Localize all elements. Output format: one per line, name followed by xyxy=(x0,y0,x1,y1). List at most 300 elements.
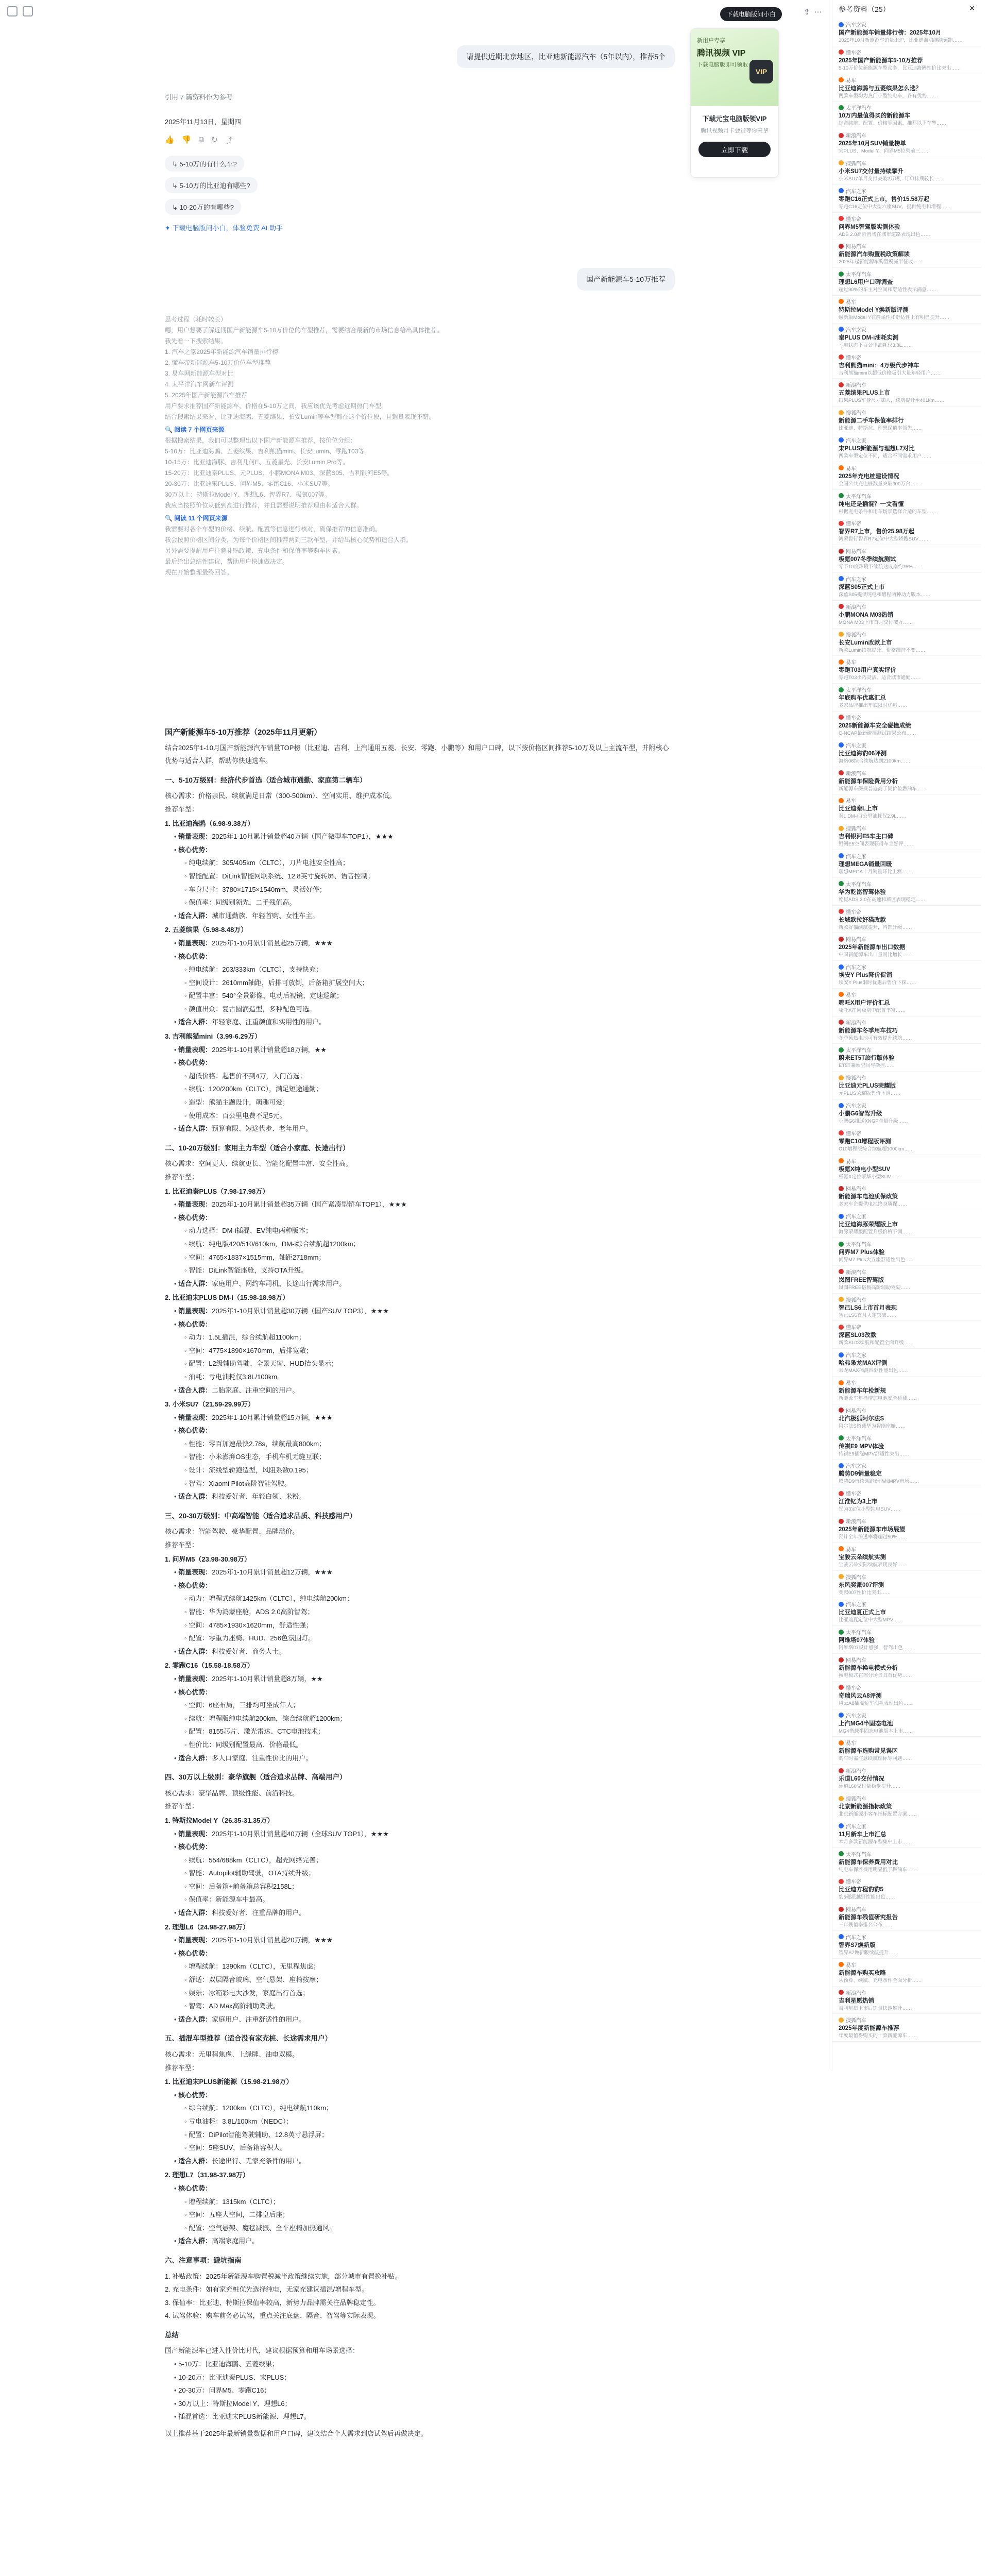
car-advantages-label: • 核心优势： xyxy=(174,1056,675,1070)
section-core-need: 核心需求：价格亲民、续航满足日常（300-500km）、空间实用、维护成本低。 xyxy=(165,792,396,800)
car-advantage: ◦ 动力：增程式续航1425km（CLTC），纯电续航200km； xyxy=(184,1592,675,1605)
source-item[interactable]: 新浪汽车 2025年10月SUV销量榜单 宋PLUS、Model Y、问界M5位列前三…… xyxy=(832,129,981,157)
source-item[interactable]: 网易汽车 2025年新能源车出口数据 中国新能源车出口量同比增长…… xyxy=(832,933,981,961)
car-advantage: ◦ 空间：4765×1837×1515mm，轴距2718mm； xyxy=(184,1251,675,1264)
source-item[interactable]: 太平洋汽车 纯电还是插混？一文看懂 根据充电条件和用车场景选择合适的车型…… xyxy=(832,490,981,518)
source-item[interactable]: 网易汽车 极氪007冬季续航测试 零下10度环境下续航达成率约75%…… xyxy=(832,545,981,573)
car-audience: • 适合人群：家庭用户、网约车司机、长途出行需求用户。 xyxy=(174,1277,675,1291)
car-name: 3. 吉利熊猫mini（3.99-6.29万） xyxy=(165,1032,262,1041)
source-item[interactable]: 新浪汽车 新能源车保险费用分析 新能源车保费普遍高于同价位燃油车…… xyxy=(832,767,981,795)
car-audience: • 适合人群：二胎家庭、注重空间的用户。 xyxy=(174,1384,675,1397)
car-advantage: ◦ 性价比：同级别配置最高、价格最低。 xyxy=(184,1738,675,1752)
site-logo-icon xyxy=(839,909,844,914)
source-item[interactable]: 搜狐汽车 比亚迪元PLUS荣耀版 元PLUS荣耀版售价下调…… xyxy=(832,1072,981,1099)
reaction-row xyxy=(165,135,233,146)
site-logo-icon xyxy=(839,1325,844,1330)
source-item[interactable]: 懂车帝 2025新能源车安全碰撞成绩 C-NCAP最新碰撞测试结果公布…… xyxy=(832,711,981,739)
source-item[interactable]: 汽车之家 上汽MG4半固态电池 MG4搭载半固态电池版本上市…… xyxy=(832,1709,981,1737)
follow-chip[interactable]: ↳ 5-10万的比亚迪有哪些? xyxy=(165,177,258,193)
section-rec-label: 推荐车型： xyxy=(165,1802,199,1810)
car-advantage: ◦ 保值率：同级别领先，二手残值高。 xyxy=(184,896,675,909)
site-logo-icon xyxy=(839,354,844,360)
car-advantage: ◦ 纯电续航：203/333km（CLTC），支持快充； xyxy=(184,963,675,976)
car-advantage: ◦ 智能：小米澎湃OS生态，手机车机无缝互联； xyxy=(184,1450,675,1464)
site-logo-icon xyxy=(839,272,844,277)
source-item[interactable]: 太平洋汽车 华为乾崑智驾体验 乾崑ADS 3.0在高速和城区表现稳定…… xyxy=(832,878,981,906)
car-advantage: ◦ 空间：5座SUV，后备箱容积大。 xyxy=(184,2141,675,2155)
car-name: 2. 比亚迪宋PLUS DM-i（15.98-18.98万） xyxy=(165,1294,289,1302)
thinking-process: 思考过程（耗时较长） 嗯，用户想要了解近期国产新能源车5-10万价位的车型推荐，需要结合最新的市场信息给出具体推荐。 我先看一下搜索结果。 1. 汽车之家2025年新能源汽车销量排行榜 2. 懂车帝新能源车5-10万价位车型推荐 3. 易车网新能源车型对比 4. 太平洋汽车网新车评测 5. 2025年国产新能源汽车推荐 用户要求推荐国产新能源车，价格在5-10万之间，我应该优先考虑近期热门车型。 结合搜索结果来看，比亚迪海鸥、五菱缤果、长安Lumin等车型都在这个价位段，且销量表现不错。 🔍 阅读 7 个网页来源 根据搜索结果，我们可以整理出以下国产新能源车推荐，按价位分组： 5-10万：比亚迪海鸥、五菱缤果、吉利熊猫mini、长安Lumin、零跑T03等。 10-15万：比亚迪海豚、吉利几何E、五菱星光、长安Lumin Pro等。 15-20万：比亚迪秦PLUS、元PLUS、小鹏MONA M03、深蓝S05、吉利银河E5等。 20-30万：比亚迪宋PLUS、问界M5、零跑C16、小米SU7等。 30万以上：特斯拉Model Y、理想L6、智界R7、极氪007等。 我应当按照价位从低到高进行推荐，并且需要说明推荐理由和适合人群。 🔍 阅读 11 个网页来源 我需要对各个车型的价格、续航、配置等信息进行核对，确保推荐的信息准确。 我会按照价格区间分类，为每个价格区间推荐两到三款车型，并给出核心优势和适合人群。 另外需要提醒用户注意补贴政策、充电条件和保值率等购车因素。 最后给出总结性建议，帮助用户快速做决定。 现在开始整理最终回答。 xyxy=(165,314,675,578)
source-item[interactable]: 懂车帝 零跑C10增程版评测 C10增程版综合续航超1000km…… xyxy=(832,1127,981,1155)
car-advantage: ◦ 智驾：AD Max高阶辅助驾驶。 xyxy=(184,1999,675,2013)
answer-body xyxy=(165,724,675,2441)
car-audience: • 适合人群：预算有限、短途代步、老年用户。 xyxy=(174,1122,675,1136)
follow-up-question-bubble: 国产新能源车5-10万推荐 xyxy=(577,268,675,291)
car-advantage: ◦ 智能：Autopilot辅助驾驶，OTA持续升级； xyxy=(184,1867,675,1880)
source-item[interactable]: 太平洋汽车 传祺E9 MPV体验 传祺E9插混MPV舒适性突出…… xyxy=(832,1432,981,1460)
car-advantage: ◦ 配置丰富：540°全景影像、电动后视镜、定速巡航； xyxy=(184,989,675,1003)
site-logo-icon xyxy=(839,133,844,138)
car-sales: • 销量表现：2025年1-10月累计销量超12万辆，★★★ xyxy=(174,1566,675,1579)
source-item[interactable]: 网易汽车 北汽极狐阿尔法S 阿尔法S搭载华为智能座舱…… xyxy=(832,1404,981,1432)
source-item[interactable]: 懂车帝 深蓝SL03改款 新款SL03续航和配置全面升级…… xyxy=(832,1321,981,1349)
source-item[interactable]: 太平洋汽车 新能源车保养费用对比 纯电车保养费用明显低于燃油车…… xyxy=(832,1848,981,1876)
source-item[interactable]: 汽车之家 零跑C16正式上市，售价15.58万起 零跑C16定位中大型六座SUV，提供纯电和增程…… xyxy=(832,185,981,213)
site-logo-icon xyxy=(839,1879,844,1884)
summary-item: • 20-30万：问界M5、零跑C16； xyxy=(174,2384,675,2397)
car-advantages-label: • 核心优势： xyxy=(174,2182,675,2195)
source-item[interactable]: 懂车帝 奇瑞风云A8评测 风云A8插混轿车油耗表现出色…… xyxy=(832,1682,981,1709)
section-core-need: 核心需求：空间更大、续航更长、智能化配置丰富、安全性高。 xyxy=(165,1160,353,1168)
site-logo-icon xyxy=(839,659,844,665)
site-logo-icon xyxy=(839,632,844,637)
site-logo-icon xyxy=(839,216,844,221)
source-item[interactable]: 新浪汽车 新能源车冬季用车技巧 冬季预热电池可有效提升续航…… xyxy=(832,1016,981,1044)
site-logo-icon xyxy=(839,77,844,82)
site-logo-icon xyxy=(839,1352,844,1358)
share-icon[interactable]: ⇪ xyxy=(804,8,810,16)
car-advantages-label: • 核心优势： xyxy=(174,1318,675,1331)
car-advantage: ◦ 颜值出众：复古圆润造型，多种配色可选。 xyxy=(184,1003,675,1016)
site-logo-icon xyxy=(839,1851,844,1856)
car-advantage: ◦ 配置：DiPilot智能驾驶辅助、12.8英寸悬浮屏； xyxy=(184,2128,675,2142)
car-name: 1. 特斯拉Model Y（26.35-31.35万） xyxy=(165,1816,274,1824)
follow-chip[interactable]: ↳ 5-10万的有什么车? xyxy=(165,156,244,172)
section-rec-label: 推荐车型： xyxy=(165,1173,199,1181)
site-logo-icon xyxy=(839,770,844,775)
car-advantage: ◦ 空间：后备箱+前备箱总容积2158L； xyxy=(184,1880,675,1893)
source-item[interactable]: 懂车帝 问界M5智驾版实测体验 ADS 2.0高阶智驾在城市道路表现出色…… xyxy=(832,213,981,241)
download-hint[interactable]: ✦ 下载电脑版问小白，体验免费 AI 助手 xyxy=(165,224,283,232)
sources-link[interactable]: 🔍 阅读 7 个网页来源 xyxy=(165,426,225,433)
tip: 1. 补贴政策：2025年新能源车购置税减半政策继续实施，部分城市有置换补贴。 xyxy=(165,2272,402,2280)
site-logo-icon xyxy=(839,1519,844,1524)
tips-heading: 六、注意事项：避坑指南 xyxy=(165,2256,242,2264)
source-item[interactable]: 懂车帝 吉利熊猫mini：4万级代步神车 吉利熊猫mini以超低价格吸引大量年轻用户…… xyxy=(832,351,981,379)
site-logo-icon xyxy=(839,742,844,748)
thumb-up-icon[interactable]: 👍 xyxy=(165,135,175,144)
car-advantage: ◦ 动力选择：DM-i插混、EV纯电两种版本； xyxy=(184,1224,675,1238)
source-item[interactable]: 易车 2025年充电桩建设情况 全国公共充电桩数量突破300万台…… xyxy=(832,462,981,490)
site-logo-icon xyxy=(839,1685,844,1690)
source-item[interactable]: 汽车之家 秦PLUS DM-i油耗实测 亏电状态下百公里油耗仅3.8L…… xyxy=(832,324,981,351)
car-advantage: ◦ 配置：L2级辅助驾驶、全景天窗、HUD抬头显示； xyxy=(184,1357,675,1370)
car-sales: • 销量表现：2025年1-10月累计销量超30万辆（国产SUV TOP3），★★★ xyxy=(174,1304,675,1318)
source-item[interactable]: 汽车之家 国产新能源车销量排行榜：2025年10月 2025年10月新能源车销量出炉，比亚迪海鸥继续领跑…… xyxy=(832,19,981,46)
car-advantage: ◦ 舒适：双层隔音玻璃、空气悬架、座椅按摩； xyxy=(184,1973,675,1987)
car-advantages-label: • 核心优势： xyxy=(174,1686,675,1699)
site-logo-icon xyxy=(839,1103,844,1108)
car-advantage: ◦ 空间：4785×1930×1620mm，舒适性强； xyxy=(184,1619,675,1632)
section-rec-label: 推荐车型： xyxy=(165,1541,199,1549)
site-logo-icon xyxy=(839,327,844,332)
site-logo-icon xyxy=(839,1546,844,1551)
site-logo-icon xyxy=(839,1574,844,1579)
car-advantage: ◦ 智能：DiLink智能座舱，支持OTA升级。 xyxy=(184,1264,675,1277)
source-item[interactable]: 汽车之家 理想MEGA销量回暖 理想MEGA十月销量环比上涨…… xyxy=(832,850,981,878)
site-logo-icon xyxy=(839,1075,844,1080)
chat-main xyxy=(165,0,675,2576)
car-advantage: ◦ 智驾：Xiaomi Pilot高阶智能驾驶。 xyxy=(184,1477,675,1490)
site-logo-icon xyxy=(839,22,844,27)
site-logo-icon xyxy=(839,1047,844,1053)
site-logo-icon xyxy=(839,576,844,581)
car-advantage: ◦ 增程续航：1315km（CLTC）； xyxy=(184,2195,675,2209)
source-item[interactable]: 网易汽车 新能源车换电模式分析 换电模式在部分场景具有优势…… xyxy=(832,1654,981,1682)
source-item[interactable]: 易车 比亚迪海鸥与五菱缤果怎么选？ 两款车型均为热门小型纯电车，各有优势…… xyxy=(832,74,981,102)
site-logo-icon xyxy=(839,410,844,415)
source-item[interactable]: 汽车之家 埃安Y Plus降价促销 埃安Y Plus限时优惠后售价下探…… xyxy=(832,961,981,989)
promo-banner: 新用户专享 腾讯视频 VIP 下载电脑版即可领取 VIP xyxy=(691,29,778,106)
source-item[interactable]: 新浪汽车 五菱缤果PLUS上市 缤果PLUS车身尺寸加大，续航提升至401km…… xyxy=(832,379,981,406)
source-item[interactable]: 汽车之家 比亚迪海豚荣耀版上市 海豚荣耀版配置升级价格下调…… xyxy=(832,1210,981,1238)
site-logo-icon xyxy=(839,549,844,554)
thumb-down-icon[interactable]: 👎 xyxy=(181,135,192,144)
source-item[interactable]: 易车 新能源车选购常见误区 购车时需注意续航虚标等问题…… xyxy=(832,1737,981,1765)
car-advantage: ◦ 造型：熊猫主题设计，萌趣可爱； xyxy=(184,1096,675,1109)
car-advantages-label: • 核心优势： xyxy=(174,1579,675,1592)
summary-item: • 30万以上：特斯拉Model Y、理想L6； xyxy=(174,2397,675,2411)
car-advantage: ◦ 续航：120/200km（CLTC），满足短途通勤； xyxy=(184,1082,675,1096)
source-item[interactable]: 太平洋汽车 理想L6用户口碑调查 超过90%的车主对空间和舒适性表示满意…… xyxy=(832,268,981,296)
site-logo-icon xyxy=(839,437,844,443)
source-item[interactable]: 懂车帝 智界R7上市，售价25.98万起 鸿蒙智行智界R7定位中大型轿跑SUV…… xyxy=(832,517,981,545)
reference-count[interactable]: 引用 7 篇资料作为参考 xyxy=(165,93,233,101)
site-logo-icon xyxy=(839,1491,844,1496)
close-icon[interactable]: ✕ xyxy=(969,4,975,12)
site-logo-icon xyxy=(839,604,844,609)
window-controls xyxy=(7,6,33,16)
site-logo-icon xyxy=(839,1602,844,1607)
car-advantage: ◦ 配置：空气悬架、魔毯减振、全车座椅加热通风。 xyxy=(184,2222,675,2235)
car-advantage: ◦ 空间设计：2610mm轴距，后排可放倒，后备箱扩展空间大； xyxy=(184,976,675,990)
car-audience: • 适合人群：科技爱好者、商务人士。 xyxy=(174,1645,675,1658)
site-logo-icon xyxy=(839,964,844,970)
site-logo-icon xyxy=(839,1740,844,1745)
source-item[interactable]: 懂车帝 长城欧拉好猫改款 新款好猫续航提升，内饰升级…… xyxy=(832,906,981,934)
user-question-bubble: 请提供近期北京地区，比亚迪新能源汽车（5年以内），推荐5个 xyxy=(457,45,675,68)
site-logo-icon xyxy=(839,1269,844,1274)
source-item[interactable]: 新浪汽车 2025年新能源车市场展望 预计全年渗透率将超过50%…… xyxy=(832,1515,981,1543)
car-advantage: ◦ 配置：8155芯片、激光雷达、CTC电池技术； xyxy=(184,1725,675,1738)
car-advantages-label: • 核心优势： xyxy=(174,1211,675,1225)
car-advantage: ◦ 纯电续航：305/405km（CLTC），刀片电池安全性高； xyxy=(184,856,675,870)
site-logo-icon xyxy=(839,1934,844,1939)
car-advantage: ◦ 动力：1.5L插混，综合续航超1100km； xyxy=(184,1331,675,1344)
car-sales: • 销量表现：2025年1-10月累计销量超40万辆（全球SUV TOP1），★★★ xyxy=(174,1827,675,1841)
site-logo-icon xyxy=(839,1713,844,1718)
car-advantage: ◦ 油耗：亏电油耗仅3.8L/100km。 xyxy=(184,1370,675,1384)
source-item[interactable]: 太平洋汽车 蔚来ET5T旅行版体验 ET5T兼顾空间与操控…… xyxy=(832,1044,981,1072)
site-logo-icon xyxy=(839,1186,844,1191)
source-item[interactable]: 网易汽车 新能源车残值研究报告 三年残值率排名公布…… xyxy=(832,1903,981,1931)
site-logo-icon xyxy=(839,465,844,470)
car-audience: • 适合人群：多人口家庭、注重性价比的用户。 xyxy=(174,1752,675,1765)
source-item[interactable]: 新浪汽车 吉利星愿热销 吉利星愿上市后销量快速攀升…… xyxy=(832,1987,981,2014)
source-item[interactable]: 搜狐汽车 长安Lumin改款上市 新款Lumin续航提升，价格维持不变…… xyxy=(832,629,981,656)
answer-date: 2025年11月13日，星期四 xyxy=(165,118,241,126)
site-logo-icon xyxy=(839,1297,844,1302)
copy-icon[interactable]: ⧉ xyxy=(198,135,204,144)
car-audience: • 适合人群：科技爱好者、年轻白领、米粉。 xyxy=(174,1490,675,1503)
source-item[interactable]: 汽车之家 深蓝S05正式上市 深蓝S05提供纯电和增程两种动力版本…… xyxy=(832,573,981,601)
car-audience: • 适合人群：城市通勤族、年轻首购、女性车主。 xyxy=(174,909,675,923)
site-logo-icon xyxy=(839,937,844,942)
site-logo-icon xyxy=(839,1435,844,1440)
site-logo-icon xyxy=(839,299,844,304)
source-item[interactable]: 搜狐汽车 北京新能源指标政策 北京新能源小客车指标配置方案…… xyxy=(832,1792,981,1820)
summary-item: • 5-10万：比亚迪海鸥、五菱缤果； xyxy=(174,2358,675,2371)
car-name: 1. 比亚迪宋PLUS新能源（15.98-21.98万） xyxy=(165,2078,293,2086)
source-item[interactable]: 搜狐汽车 新能源二手车保值率排行 比亚迪、特斯拉、理想保值率领先…… xyxy=(832,406,981,434)
car-advantage: ◦ 空间：五座大空间，二排皇后座； xyxy=(184,2208,675,2222)
source-item[interactable]: 易车 宝骏云朵续航实测 宝骏云朵实际续航表现良好…… xyxy=(832,1543,981,1571)
site-logo-icon xyxy=(839,798,844,803)
site-logo-icon xyxy=(839,1130,844,1136)
source-item[interactable]: 易车 新能源车购买攻略 从预算、续航、充电条件全面分析…… xyxy=(832,1959,981,1987)
site-logo-icon xyxy=(839,715,844,720)
follow-chip[interactable]: ↳ 10-20万的有哪些? xyxy=(165,199,241,215)
section-core-need: 核心需求：豪华品牌、顶级性能、前沿科技。 xyxy=(165,1789,299,1797)
site-logo-icon xyxy=(839,992,844,997)
car-name: 2. 理想L6（24.98-27.98万） xyxy=(165,1923,250,1931)
site-logo-icon xyxy=(839,1158,844,1163)
source-item[interactable]: 懂车帝 2025年国产新能源车5-10万推荐 5-10万价位新能源车型众多，比亚迪海鸥性价比突出…… xyxy=(832,46,981,74)
car-advantages-label: • 核心优势： xyxy=(174,1840,675,1854)
download-desktop-button[interactable]: 下载电脑版问小白 xyxy=(720,7,782,21)
site-logo-icon xyxy=(839,1214,844,1219)
source-item[interactable]: 新浪汽车 小鹏MONA M03热销 MONA M03上市首月交付破万…… xyxy=(832,601,981,629)
source-item[interactable]: 太平洋汽车 10万内最值得买的新能源车 综合续航、配置、价格等因素，推荐以下车型…… xyxy=(832,101,981,129)
section-heading: 一、5-10万级别：经济代步首选（适合城市通勤、家庭第二辆车） xyxy=(165,776,367,784)
car-advantage: ◦ 空间：6座布局，三排均可坐成年人； xyxy=(184,1699,675,1712)
site-logo-icon xyxy=(839,160,844,165)
car-sales: • 销量表现：2025年1-10月累计销量超8万辆，★★ xyxy=(174,1672,675,1686)
new-window-icon[interactable] xyxy=(23,6,33,16)
car-advantage: ◦ 亏电油耗：3.8L/100km（NEDC）； xyxy=(184,2115,675,2128)
car-audience: • 适合人群：长途出行、无家充条件的用户。 xyxy=(174,2155,675,2168)
car-name: 1. 比亚迪海鸥（6.98-9.38万） xyxy=(165,819,254,827)
download-now-button[interactable]: 立即下载 xyxy=(698,142,771,157)
section-heading: 五、插混车型推荐（适合没有家充桩、长途需求用户） xyxy=(165,2035,332,2043)
source-item[interactable]: 懂车帝 江淮钇为3上市 钇为3定位小型纯电SUV…… xyxy=(832,1487,981,1515)
source-item[interactable]: 太平洋汽车 问界M7 Plus体验 问界M7 Plus大五座舒适性出色…… xyxy=(832,1238,981,1266)
sources-header: 参考资料（25） ✕ xyxy=(839,4,975,13)
section-core-need: 核心需求：无里程焦虑、上绿牌、油电双模。 xyxy=(165,2050,299,2058)
site-logo-icon xyxy=(839,1962,844,1967)
section-heading: 四、30万以上级别：豪华旗舰（适合追求品牌、高端用户） xyxy=(165,1773,347,1782)
source-item[interactable]: 搜狐汽车 智己LS6上市首月表现 智己LS6首月大定突破…… xyxy=(832,1294,981,1321)
car-name: 1. 问界M5（23.98-30.98万） xyxy=(165,1555,251,1563)
site-logo-icon xyxy=(839,105,844,110)
car-advantages-label: • 核心优势： xyxy=(174,2089,675,2102)
car-advantage: ◦ 续航：纯电版420/510/610km，DM-i综合续航超1200km； xyxy=(184,1238,675,1251)
site-logo-icon xyxy=(839,1020,844,1025)
car-sales: • 销量表现：2025年1-10月累计销量超40万辆（国产微型车TOP1），★★★ xyxy=(174,830,675,843)
source-item[interactable]: 汽车之家 宋PLUS新能源与理想L7对比 两款车型定位不同，适合不同需求用户…… xyxy=(832,434,981,462)
site-logo-icon xyxy=(839,493,844,498)
section-heading: 二、10-20万级别：家用主力车型（适合小家庭、长途出行） xyxy=(165,1144,350,1152)
closing-note: 以上推荐基于2025年最新销量数据和用户口碑，建议结合个人需求到店试驾后再做决定。 xyxy=(165,2430,428,2438)
car-name: 3. 小米SU7（21.59-29.99万） xyxy=(165,1400,255,1409)
car-audience: • 适合人群：年轻家庭、注重颜值和实用性的用户。 xyxy=(174,1015,675,1029)
site-logo-icon xyxy=(839,1380,844,1385)
car-name: 2. 理想L7（31.98-37.98万） xyxy=(165,2171,250,2179)
source-item[interactable]: 易车 极氪X纯电小型SUV 极氪X定位豪华小型SUV…… xyxy=(832,1155,981,1183)
source-item[interactable]: 搜狐汽车 2025年度新能源车推荐 年度最值得购买的十款新能源车…… xyxy=(832,2014,981,2042)
summary-heading: 总结 xyxy=(165,2331,179,2339)
car-advantage: ◦ 智能配置：DiLink智能网联系统、12.8英寸旋转屏、语音控制； xyxy=(184,870,675,883)
top-icons xyxy=(804,7,822,16)
car-sales: • 销量表现：2025年1-10月累计销量超15万辆，★★★ xyxy=(174,1411,675,1425)
car-advantage: ◦ 配置：零重力座椅、HUD、256色氛围灯。 xyxy=(184,1632,675,1645)
source-item[interactable]: 易车 零跑T03用户真实评价 零跑T03小巧灵活，适合城市通勤…… xyxy=(832,656,981,684)
car-advantage: ◦ 增程续航：1390km（CLTC），无里程焦虑； xyxy=(184,1960,675,1973)
refresh-icon[interactable]: ↻ xyxy=(211,135,218,144)
source-item[interactable]: 汽车之家 比亚迪夏正式上市 比亚迪夏定位中大型MPV…… xyxy=(832,1598,981,1626)
car-sales: • 销量表现：2025年1-10月累计销量超35万辆（国产紧凑型轿车TOP1），★★★ xyxy=(174,1198,675,1211)
site-logo-icon xyxy=(839,1463,844,1468)
site-logo-icon xyxy=(839,1657,844,1663)
car-advantages-label: • 核心优势： xyxy=(174,1424,675,1437)
section-core-need: 核心需求：智能驾驶、豪华配置、品牌溢价。 xyxy=(165,1528,299,1536)
car-advantage: ◦ 车身尺寸：3780×1715×1540mm，灵活好停； xyxy=(184,883,675,896)
tip: 3. 保值率：比亚迪、特斯拉保值率较高，新势力品牌需关注品牌稳定性。 xyxy=(165,2298,380,2307)
car-advantage: ◦ 使用成本：百公里电费不足5元。 xyxy=(184,1109,675,1123)
source-item[interactable]: 易车 比亚迪秦L上市 秦L DM-i百公里油耗仅2.9L…… xyxy=(832,794,981,822)
site-logo-icon xyxy=(839,1990,844,1995)
site-logo-icon xyxy=(839,382,844,387)
car-advantage: ◦ 空间：4775×1890×1670mm，后排宽敞； xyxy=(184,1344,675,1358)
source-item[interactable]: 懂车帝 比亚迪方程豹豹5 豹5硬派越野性能出色…… xyxy=(832,1875,981,1903)
car-audience: • 适合人群：家庭用户、注重舒适性的用户。 xyxy=(174,2013,675,2026)
source-item[interactable]: 新浪汽车 乐道L60交付情况 乐道L60交付量稳步提升…… xyxy=(832,1765,981,1792)
source-item[interactable]: 汽车之家 11月新车上市汇总 本月多款新能源车型集中上市…… xyxy=(832,1820,981,1848)
source-item[interactable]: 汽车之家 小鹏G6智驾升级 小鹏G6推送XNGP全量升级…… xyxy=(832,1099,981,1127)
site-logo-icon xyxy=(839,853,844,858)
source-item[interactable]: 网易汽车 新能源车电池质保政策 多家车企提供电池终身质保…… xyxy=(832,1182,981,1210)
sources-link[interactable]: 🔍 阅读 11 个网页来源 xyxy=(165,515,228,522)
site-logo-icon xyxy=(839,1242,844,1247)
source-item[interactable]: 搜狐汽车 小米SU7交付量持续攀升 小米SU7单月交付突破2万辆，订单排期较长…… xyxy=(832,157,981,185)
car-name: 2. 零跑C16（15.58-18.58万） xyxy=(165,1662,254,1670)
car-advantage: ◦ 智能：华为鸿蒙座舱，ADS 2.0高阶智驾； xyxy=(184,1605,675,1619)
answer-title: 国产新能源车5-10万推荐（2025年11月更新） xyxy=(165,728,322,737)
car-advantage: ◦ 超低价格：起售价不到4万，入门首选； xyxy=(184,1070,675,1083)
source-item[interactable]: 汽车之家 比亚迪海豹06评测 海豹06综合续航达到2100km…… xyxy=(832,739,981,767)
car-name: 2. 五菱缤果（5.98-8.48万） xyxy=(165,926,248,934)
vip-badge-icon: VIP xyxy=(749,60,773,83)
car-advantage: ◦ 续航：554/688km（CLTC），超充网络完善； xyxy=(184,1854,675,1867)
site-logo-icon xyxy=(839,1823,844,1828)
site-logo-icon xyxy=(839,1907,844,1912)
source-item[interactable]: 搜狐汽车 吉利银河E5车主口碑 银河E5空间表现获得车主好评…… xyxy=(832,822,981,850)
source-item[interactable]: 太平洋汽车 年底购车优惠汇总 多家品牌推出年底限时优惠…… xyxy=(832,684,981,711)
site-logo-icon xyxy=(839,521,844,526)
answer-intro: 结合2025年1-10月国产新能源汽车销量TOP榜（比亚迪、吉利、上汽通用五菱、长安、零跑、小鹏等）和用户口碑，以下按价格区间推荐5-10万及以上主流车型，并附核心优势与适合人群，帮助你快速选车。 xyxy=(165,743,669,765)
site-logo-icon xyxy=(839,687,844,692)
site-logo-icon xyxy=(839,826,844,831)
summary-intro: 国产新能源车已进入性价比时代，建议根据预算和用车场景选择： xyxy=(165,2347,360,2355)
section-rec-label: 推荐车型： xyxy=(165,805,199,813)
car-sales: • 销量表现：2025年1-10月累计销量超25万辆，★★★ xyxy=(174,937,675,950)
tip: 4. 试驾体验：购车前务必试驾，重点关注底盘、隔音、智驾等实际表现。 xyxy=(165,2312,380,2320)
car-audience: • 适合人群：科技爱好者、注重品牌的用户。 xyxy=(174,1906,675,1920)
thinking-title[interactable]: 思考过程（耗时较长） xyxy=(165,316,227,323)
summary-item: • 插混首选：比亚迪宋PLUS新能源、理想L7。 xyxy=(174,2410,675,2424)
source-item[interactable]: 汽车之家 腾势D9销量稳定 腾势D9持续领跑新能源MPV市场…… xyxy=(832,1460,981,1487)
car-advantage: ◦ 综合续航：1200km（CLTC），纯电续航110km； xyxy=(184,2102,675,2115)
source-item[interactable]: 新浪汽车 岚图FREE智驾版 岚图FREE搭载高阶辅助驾驶…… xyxy=(832,1266,981,1294)
source-item[interactable]: 易车 新能源车年检新规 新能源车年检增加电池安全检测…… xyxy=(832,1377,981,1404)
sources-panel xyxy=(832,0,981,2071)
source-item[interactable]: 汽车之家 哈弗枭龙MAX评测 枭龙MAX插混四驱性能出色…… xyxy=(832,1349,981,1377)
car-advantages-label: • 核心优势： xyxy=(174,1947,675,1960)
site-logo-icon xyxy=(839,1630,844,1635)
share-icon[interactable]: ⤴ xyxy=(225,137,233,145)
source-item[interactable]: 汽车之家 智界S7焕新版 智界S7焕新版续航提升…… xyxy=(832,1931,981,1959)
car-name: 1. 比亚迪秦PLUS（7.98-17.98万） xyxy=(165,1187,269,1195)
tip: 2. 充电条件：如有家充桩优先选择纯电，无家充建议插混/增程车型。 xyxy=(165,2285,369,2294)
summary-item: • 10-20万：比亚迪秦PLUS、宋PLUS； xyxy=(174,2371,675,2384)
section-rec-label: 推荐车型： xyxy=(165,2063,199,2072)
car-advantage: ◦ 保值率：新能源车中最高。 xyxy=(184,1893,675,1906)
site-logo-icon xyxy=(839,1796,844,1801)
section-heading: 三、20-30万级别：中高端智能（适合追求品质、科技感用户） xyxy=(165,1512,357,1520)
car-audience: • 适合人群：高端家庭用户。 xyxy=(174,2234,675,2248)
source-item[interactable]: 搜狐汽车 东风奕派007评测 奕派007性价比突出…… xyxy=(832,1571,981,1599)
car-advantages-label: • 核心优势： xyxy=(174,843,675,857)
site-logo-icon xyxy=(839,2018,844,2023)
car-advantage: ◦ 性能：零百加速最快2.78s，续航最高800km； xyxy=(184,1437,675,1451)
site-logo-icon xyxy=(839,49,844,55)
car-sales: • 销量表现：2025年1-10月累计销量超20万辆，★★★ xyxy=(174,1934,675,1947)
source-item[interactable]: 易车 特斯拉Model Y焕新版评测 焕新版Model Y在静谧性和舒适性上有明显提升…… xyxy=(832,296,981,324)
site-logo-icon xyxy=(839,881,844,886)
source-item[interactable]: 易车 哪吒X用户评价汇总 哪吒X在同级别中配置丰富…… xyxy=(832,989,981,1016)
car-advantages-label: • 核心优势： xyxy=(174,950,675,963)
site-logo-icon xyxy=(839,244,844,249)
source-item[interactable]: 网易汽车 新能源汽车购置税政策解读 2025年起新能源车购置税减半征收…… xyxy=(832,240,981,268)
car-advantage: ◦ 娱乐：冰箱彩电大沙发，家庭出行首选； xyxy=(184,1987,675,2000)
source-item[interactable]: 太平洋汽车 阿维塔07体验 阿维塔07设计感强，智驾出色…… xyxy=(832,1626,981,1654)
site-logo-icon xyxy=(839,188,844,193)
sidebar-toggle-icon[interactable] xyxy=(7,6,18,16)
car-advantage: ◦ 设计：流线型轿跑造型，风阻系数0.195； xyxy=(184,1464,675,1477)
site-logo-icon xyxy=(839,1408,844,1413)
download-promo-card: 新用户专享 腾讯视频 VIP 下载电脑版即可领取 VIP 下载元宝电脑版领VIP 腾讯视频月卡会员等你来拿 立即下载 xyxy=(690,28,779,178)
more-icon[interactable]: ⋯ xyxy=(814,8,822,16)
